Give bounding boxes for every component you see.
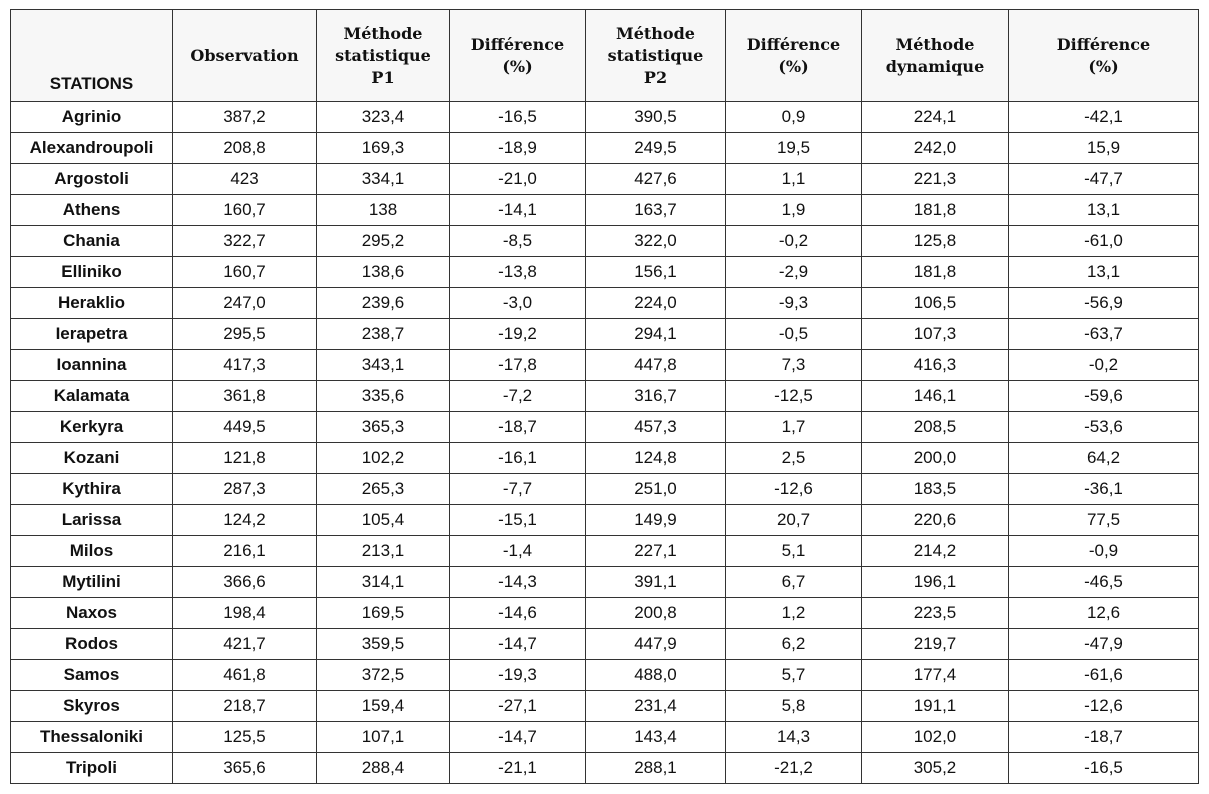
- dynamic-difference: -63,7: [1009, 319, 1199, 350]
- table-row: [11, 629, 1199, 660]
- p1-difference: -18,9: [450, 133, 586, 164]
- p2-difference: 7,3: [726, 350, 862, 381]
- station-name: Kalamata: [11, 381, 173, 412]
- p1-value: 107,1: [317, 722, 450, 753]
- table-row: [11, 412, 1199, 443]
- p2-difference: -12,5: [726, 381, 862, 412]
- header-line: statistique: [607, 45, 704, 65]
- observation-value: 160,7: [173, 195, 317, 226]
- p1-difference: -19,2: [450, 319, 586, 350]
- dynamic-difference: 13,1: [1009, 257, 1199, 288]
- p1-difference: -14,1: [450, 195, 586, 226]
- station-name: Thessaloniki: [11, 722, 173, 753]
- station-name: Mytilini: [11, 567, 173, 598]
- p2-difference: 0,9: [726, 102, 862, 133]
- p1-value: 239,6: [317, 288, 450, 319]
- header-line: P2: [643, 67, 668, 87]
- table-row: [11, 102, 1199, 133]
- dynamic-difference: 64,2: [1009, 443, 1199, 474]
- p2-difference: -9,3: [726, 288, 862, 319]
- header-difference-p1: [450, 10, 586, 102]
- dynamic-value: 224,1: [862, 102, 1009, 133]
- header-line: dynamique: [885, 56, 985, 76]
- p2-difference: 1,2: [726, 598, 862, 629]
- station-name: Samos: [11, 660, 173, 691]
- table-row: [11, 133, 1199, 164]
- p1-value: 159,4: [317, 691, 450, 722]
- dynamic-value: 196,1: [862, 567, 1009, 598]
- p2-value: 427,6: [586, 164, 726, 195]
- p2-value: 249,5: [586, 133, 726, 164]
- table-row: [11, 691, 1199, 722]
- table-row: [11, 567, 1199, 598]
- header-line: statistique: [335, 45, 431, 65]
- observation-value: 198,4: [173, 598, 317, 629]
- observation-value: 125,5: [173, 722, 317, 753]
- observation-value: 216,1: [173, 536, 317, 567]
- header-line: Différence: [470, 34, 565, 54]
- p1-difference: -18,7: [450, 412, 586, 443]
- header-line: STATIONS: [49, 74, 134, 93]
- p1-value: 359,5: [317, 629, 450, 660]
- dynamic-value: 219,7: [862, 629, 1009, 660]
- p1-value: 295,2: [317, 226, 450, 257]
- dynamic-value: 221,3: [862, 164, 1009, 195]
- data-table-container: [10, 9, 1198, 784]
- station-comparison-table: [10, 9, 1199, 784]
- observation-value: 322,7: [173, 226, 317, 257]
- p1-difference: -13,8: [450, 257, 586, 288]
- observation-value: 449,5: [173, 412, 317, 443]
- table-header: [11, 10, 1199, 102]
- p1-value: 105,4: [317, 505, 450, 536]
- dynamic-value: 242,0: [862, 133, 1009, 164]
- dynamic-value: 416,3: [862, 350, 1009, 381]
- p2-difference: 19,5: [726, 133, 862, 164]
- station-name: Argostoli: [11, 164, 173, 195]
- p2-value: 447,8: [586, 350, 726, 381]
- table-row: [11, 753, 1199, 784]
- header-observation: [173, 10, 317, 102]
- dynamic-difference: 15,9: [1009, 133, 1199, 164]
- p1-difference: -8,5: [450, 226, 586, 257]
- observation-value: 366,6: [173, 567, 317, 598]
- p2-value: 391,1: [586, 567, 726, 598]
- p1-value: 372,5: [317, 660, 450, 691]
- dynamic-value: 106,5: [862, 288, 1009, 319]
- dynamic-difference: 13,1: [1009, 195, 1199, 226]
- p1-value: 365,3: [317, 412, 450, 443]
- p2-value: 163,7: [586, 195, 726, 226]
- header-statistical-p1: [317, 10, 450, 102]
- table-row: [11, 722, 1199, 753]
- observation-value: 247,0: [173, 288, 317, 319]
- p2-difference: 20,7: [726, 505, 862, 536]
- header-line: Observation: [190, 45, 299, 65]
- p1-difference: -14,7: [450, 722, 586, 753]
- table-row: [11, 319, 1199, 350]
- station-name: Tripoli: [11, 753, 173, 784]
- observation-value: 208,8: [173, 133, 317, 164]
- p2-value: 322,0: [586, 226, 726, 257]
- station-name: Ierapetra: [11, 319, 173, 350]
- header-stations: [11, 10, 173, 102]
- table-row: [11, 195, 1199, 226]
- station-name: Agrinio: [11, 102, 173, 133]
- header-line: Méthode: [895, 34, 975, 54]
- table-row: [11, 536, 1199, 567]
- station-name: Kythira: [11, 474, 173, 505]
- table-body: [11, 102, 1199, 784]
- p1-value: 335,6: [317, 381, 450, 412]
- p1-difference: -1,4: [450, 536, 586, 567]
- station-name: Chania: [11, 226, 173, 257]
- p2-value: 488,0: [586, 660, 726, 691]
- observation-value: 121,8: [173, 443, 317, 474]
- dynamic-difference: -0,9: [1009, 536, 1199, 567]
- dynamic-difference: 12,6: [1009, 598, 1199, 629]
- p1-value: 213,1: [317, 536, 450, 567]
- dynamic-difference: -59,6: [1009, 381, 1199, 412]
- observation-value: 361,8: [173, 381, 317, 412]
- p2-value: 200,8: [586, 598, 726, 629]
- station-name: Kerkyra: [11, 412, 173, 443]
- station-name: Ioannina: [11, 350, 173, 381]
- station-name: Kozani: [11, 443, 173, 474]
- observation-value: 417,3: [173, 350, 317, 381]
- table-row: [11, 598, 1199, 629]
- p2-difference: 5,1: [726, 536, 862, 567]
- header-line: P1: [371, 67, 395, 87]
- p1-difference: -15,1: [450, 505, 586, 536]
- dynamic-value: 223,5: [862, 598, 1009, 629]
- observation-value: 387,2: [173, 102, 317, 133]
- header-difference-dynamic: [1009, 10, 1199, 102]
- p2-value: 156,1: [586, 257, 726, 288]
- dynamic-difference: -47,9: [1009, 629, 1199, 660]
- p1-value: 138,6: [317, 257, 450, 288]
- p2-difference: 5,7: [726, 660, 862, 691]
- p2-value: 124,8: [586, 443, 726, 474]
- dynamic-value: 183,5: [862, 474, 1009, 505]
- dynamic-difference: -61,6: [1009, 660, 1199, 691]
- p2-difference: 6,2: [726, 629, 862, 660]
- p1-value: 288,4: [317, 753, 450, 784]
- p1-difference: -14,7: [450, 629, 586, 660]
- p1-difference: -21,0: [450, 164, 586, 195]
- dynamic-value: 181,8: [862, 257, 1009, 288]
- observation-value: 295,5: [173, 319, 317, 350]
- header-line: (%): [502, 56, 533, 76]
- dynamic-value: 305,2: [862, 753, 1009, 784]
- p2-difference: 1,1: [726, 164, 862, 195]
- station-name: Alexandroupoli: [11, 133, 173, 164]
- station-name: Athens: [11, 195, 173, 226]
- table-row: [11, 381, 1199, 412]
- observation-value: 423: [173, 164, 317, 195]
- p2-difference: 2,5: [726, 443, 862, 474]
- dynamic-value: 208,5: [862, 412, 1009, 443]
- p1-value: 314,1: [317, 567, 450, 598]
- table-row: [11, 505, 1199, 536]
- dynamic-difference: -61,0: [1009, 226, 1199, 257]
- dynamic-difference: -36,1: [1009, 474, 1199, 505]
- p2-value: 457,3: [586, 412, 726, 443]
- p2-difference: -2,9: [726, 257, 862, 288]
- dynamic-value: 146,1: [862, 381, 1009, 412]
- dynamic-difference: -42,1: [1009, 102, 1199, 133]
- header-line: Méthode: [343, 23, 423, 43]
- header-statistical-p2: [586, 10, 726, 102]
- station-name: Heraklio: [11, 288, 173, 319]
- p1-value: 334,1: [317, 164, 450, 195]
- p1-difference: -19,3: [450, 660, 586, 691]
- dynamic-value: 214,2: [862, 536, 1009, 567]
- p2-value: 227,1: [586, 536, 726, 567]
- observation-value: 461,8: [173, 660, 317, 691]
- dynamic-difference: -53,6: [1009, 412, 1199, 443]
- dynamic-difference: -18,7: [1009, 722, 1199, 753]
- p2-difference: 5,8: [726, 691, 862, 722]
- p1-difference: -7,2: [450, 381, 586, 412]
- p2-difference: -0,5: [726, 319, 862, 350]
- p2-difference: -21,2: [726, 753, 862, 784]
- table-row: [11, 226, 1199, 257]
- p1-value: 169,5: [317, 598, 450, 629]
- dynamic-value: 200,0: [862, 443, 1009, 474]
- p1-difference: -27,1: [450, 691, 586, 722]
- p2-difference: -0,2: [726, 226, 862, 257]
- p2-value: 288,1: [586, 753, 726, 784]
- observation-value: 421,7: [173, 629, 317, 660]
- dynamic-value: 181,8: [862, 195, 1009, 226]
- dynamic-value: 177,4: [862, 660, 1009, 691]
- table-row: [11, 443, 1199, 474]
- dynamic-value: 102,0: [862, 722, 1009, 753]
- p2-difference: 14,3: [726, 722, 862, 753]
- p2-value: 316,7: [586, 381, 726, 412]
- header-line: (%): [778, 56, 809, 76]
- dynamic-value: 125,8: [862, 226, 1009, 257]
- dynamic-difference: -46,5: [1009, 567, 1199, 598]
- p1-value: 169,3: [317, 133, 450, 164]
- header-difference-p2: [726, 10, 862, 102]
- p2-value: 251,0: [586, 474, 726, 505]
- station-name: Milos: [11, 536, 173, 567]
- p1-value: 138: [317, 195, 450, 226]
- table-row: [11, 660, 1199, 691]
- p2-difference: 1,9: [726, 195, 862, 226]
- p1-value: 102,2: [317, 443, 450, 474]
- p1-value: 265,3: [317, 474, 450, 505]
- p2-difference: 6,7: [726, 567, 862, 598]
- p1-difference: -7,7: [450, 474, 586, 505]
- dynamic-value: 220,6: [862, 505, 1009, 536]
- observation-value: 287,3: [173, 474, 317, 505]
- p1-value: 323,4: [317, 102, 450, 133]
- observation-value: 160,7: [173, 257, 317, 288]
- dynamic-difference: -47,7: [1009, 164, 1199, 195]
- p2-value: 224,0: [586, 288, 726, 319]
- dynamic-value: 191,1: [862, 691, 1009, 722]
- observation-value: 365,6: [173, 753, 317, 784]
- table-row: [11, 288, 1199, 319]
- dynamic-difference: -16,5: [1009, 753, 1199, 784]
- p1-difference: -21,1: [450, 753, 586, 784]
- header-line: (%): [1088, 56, 1119, 76]
- p1-difference: -3,0: [450, 288, 586, 319]
- p2-value: 143,4: [586, 722, 726, 753]
- p1-value: 343,1: [317, 350, 450, 381]
- p1-difference: -16,5: [450, 102, 586, 133]
- dynamic-difference: -12,6: [1009, 691, 1199, 722]
- header-row: [11, 10, 1199, 102]
- station-name: Larissa: [11, 505, 173, 536]
- observation-value: 124,2: [173, 505, 317, 536]
- dynamic-value: 107,3: [862, 319, 1009, 350]
- table-row: [11, 164, 1199, 195]
- p2-difference: 1,7: [726, 412, 862, 443]
- dynamic-difference: 77,5: [1009, 505, 1199, 536]
- p2-value: 390,5: [586, 102, 726, 133]
- table-row: [11, 257, 1199, 288]
- p2-value: 231,4: [586, 691, 726, 722]
- dynamic-difference: -56,9: [1009, 288, 1199, 319]
- header-dynamic: [862, 10, 1009, 102]
- station-name: Skyros: [11, 691, 173, 722]
- observation-value: 218,7: [173, 691, 317, 722]
- station-name: Rodos: [11, 629, 173, 660]
- header-line: Différence: [1056, 34, 1151, 54]
- p1-difference: -16,1: [450, 443, 586, 474]
- p2-value: 447,9: [586, 629, 726, 660]
- p1-difference: -14,3: [450, 567, 586, 598]
- dynamic-difference: -0,2: [1009, 350, 1199, 381]
- table-row: [11, 350, 1199, 381]
- p2-value: 294,1: [586, 319, 726, 350]
- station-name: Elliniko: [11, 257, 173, 288]
- p1-difference: -14,6: [450, 598, 586, 629]
- header-line: Différence: [746, 34, 841, 54]
- header-line: Méthode: [616, 23, 695, 43]
- p1-value: 238,7: [317, 319, 450, 350]
- p2-difference: -12,6: [726, 474, 862, 505]
- p1-difference: -17,8: [450, 350, 586, 381]
- table-row: [11, 474, 1199, 505]
- p2-value: 149,9: [586, 505, 726, 536]
- station-name: Naxos: [11, 598, 173, 629]
